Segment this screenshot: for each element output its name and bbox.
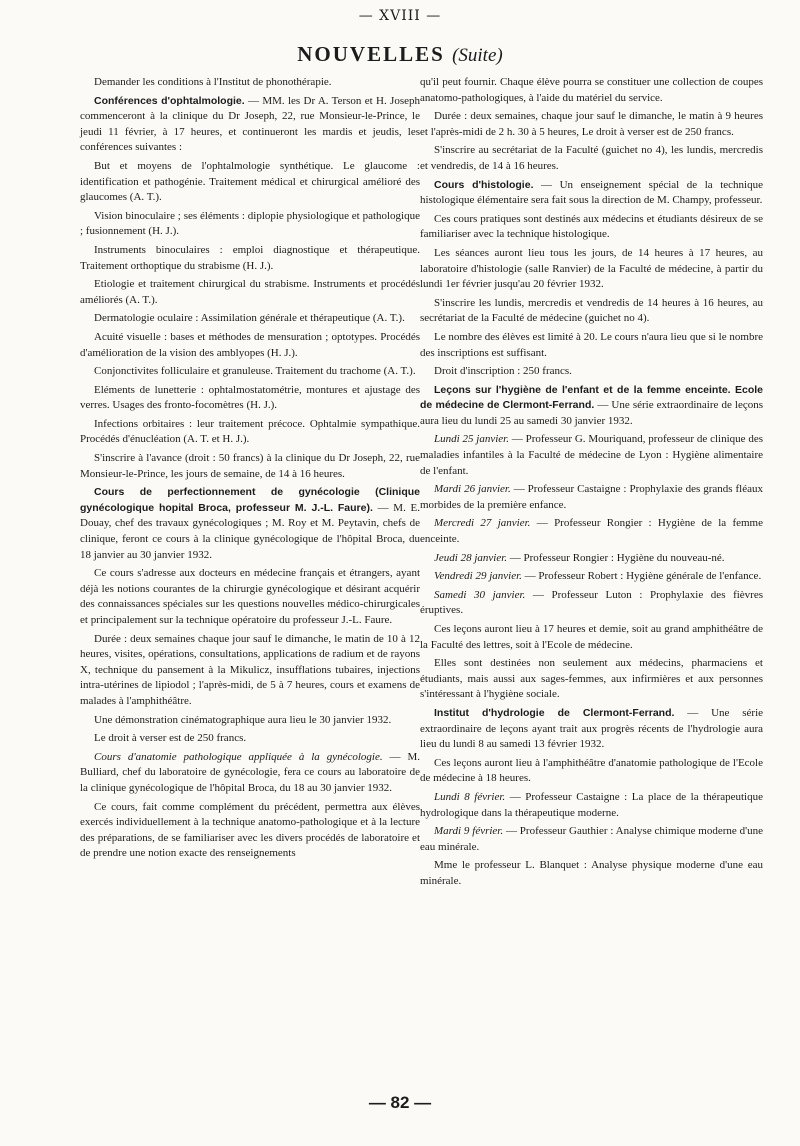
paragraph-text: Mme le professeur L. Blanquet : Analyse physique moderne d'une eau minérale. [420, 859, 763, 887]
paragraph [80, 75, 420, 91]
paragraph-text: Dermatologie oculaire : Assimilation générale et thérapeutique (A. T.). [94, 312, 405, 325]
paragraph-text: — Professeur Luton : Prophylaxie des fièvres éruptives. [420, 588, 763, 617]
paragraph-text: qu'il peut fournir. Chaque élève pourra se constituer une collection de coupes anatomo-pathologiques, à l'aide du matériel du service. [420, 76, 763, 104]
paragraph-text: Acuité visuelle : bases et méthodes de mensuration ; optotypes. Procédés d'amélioration de la vision des amblyopes (H. J.). [80, 330, 420, 359]
italic-heading: Mardi 26 janvier. [434, 483, 511, 496]
paragraph [420, 482, 763, 513]
paragraph [80, 800, 420, 862]
paragraph-text: — Professeur Castaigne : La place de la thérapeutique hydrologique dans la thérapeutique moderne. [420, 790, 763, 819]
paragraph [420, 75, 763, 106]
title-main: NOUVELLES [297, 42, 445, 66]
paragraph-text: Infections orbitaires : leur traitement précoce. Ophtalmie sympathique. Procédés d'énucléation (A. T. et H. J.). [80, 417, 420, 446]
paragraph-text: S'inscrire les lundis, mercredis et vendredis de 14 heures à 16 heures, au secrétariat de la Faculté de médecine (guichet no 4). [420, 296, 763, 325]
page-number: — 82 — [368, 1093, 432, 1112]
paragraph-text: Vision binoculaire ; ses éléments : diplopie physiologique et pathologique ; fusionnement (H. J.). [80, 209, 420, 238]
paragraph-text: Ces cours pratiques sont destinés aux médecins et étudiants désireux de se familiariser avec la technique histologique. [420, 212, 763, 241]
paragraph-text: — Une série extraordinaire de leçons ayant trait aux progrès récents de l'hydrologie aura lieu du lundi 8 au samedi 13 février 1932. [420, 706, 764, 751]
paragraph-text: Une démonstration cinématographique aura lieu le 30 janvier 1932. [94, 713, 392, 726]
paragraph [80, 566, 420, 628]
left-column [80, 75, 420, 865]
paragraph [420, 143, 763, 174]
paragraph [80, 311, 420, 327]
italic-heading: Vendredi 29 janvier. [434, 570, 522, 583]
paragraph [80, 243, 420, 274]
paragraph [420, 824, 763, 855]
paragraph [80, 417, 420, 448]
paragraph-text: Ce cours, fait comme complément du précédent, permettra aux élèves exercés individuellement à la technique anatomo-pathologique et à la lecture des préparations, de se familiariser avec les divers procédés de laboratoire et de prendre une notion exacte des renseignements [80, 800, 420, 860]
paragraph [420, 756, 763, 787]
right-column [420, 75, 763, 893]
paragraph [420, 516, 763, 547]
paragraph [420, 858, 763, 889]
paragraph [420, 364, 763, 380]
paragraph-text: S'inscrire à l'avance (droit : 50 francs) à la clinique du Dr Joseph, 22, rue Monsieur-le-Prince, les jours de semaine, de 14 à 16 heures. [80, 452, 420, 480]
paragraph-text: Durée : deux semaines, chaque jour sauf le dimanche, le matin à 9 heures et l'après-midi de 2 h. 30 à 5 heures, Le droit à verser est de 250 francs. [420, 110, 763, 138]
paragraph [420, 212, 763, 243]
paragraph [420, 296, 763, 327]
page-header: — XVIII — [358, 8, 442, 24]
section-heading: Conférences d'ophtalmologie. [94, 94, 245, 107]
paragraph-text: Durée : deux semaines chaque jour sauf le dimanche, le matin de 10 à 12 heures, visites, opérations, consultations, applications de radium et de rayons X, technique du pansement à la Mikulicz, insufflations tubaires, injections intra-utérines de lipiodol ; l'après-midi, de 5 à 7 heures, cours et examens de malades à l'amphithéâtre. [80, 632, 420, 707]
paragraph-text: Demander les conditions à l'Institut de phonothérapie. [94, 76, 332, 88]
paragraph-text: — Une série extraordinaire de leçons aura lieu du lundi 25 au samedi 30 janvier 1932. [420, 399, 764, 427]
italic-heading: Jeudi 28 janvier. [434, 551, 508, 564]
italic-heading: Samedi 30 janvier. [434, 588, 526, 601]
page-title [0, 42, 800, 67]
paragraph [80, 750, 420, 797]
paragraph-text: — Professeur Castaigne : Prophylaxie des grands fléaux morbides de la première enfance. [420, 483, 764, 511]
paragraph-text: Droit d'inscription : 250 francs. [434, 365, 572, 378]
paragraph [80, 485, 420, 563]
paragraph [80, 94, 420, 156]
paragraph [80, 451, 420, 482]
paragraph-text: Instruments binoculaires : emploi diagnostique et thérapeutique. Traitement orthoptique du strabisme (H. J.). [80, 243, 420, 272]
paragraph [420, 178, 763, 209]
paragraph [420, 656, 763, 703]
paragraph [80, 632, 420, 710]
paragraph [80, 383, 420, 414]
paragraph-text: Elles sont destinées non seulement aux médecins, pharmaciens et étudiants, mais aussi aux sages-femmes, aux infirmières et aux personnes s'intéressant à l'hygiène sociale. [420, 657, 763, 701]
paragraph [420, 246, 763, 293]
paragraph [420, 569, 763, 585]
title-suite: (Suite) [452, 45, 503, 66]
paragraph-text: — Un enseignement spécial de la technique histologique élémentaire sera fait sous la direction de M. Champy, professeur. [420, 178, 763, 207]
paragraph-text: Ces leçons auront lieu à l'amphithéâtre d'anatomie pathologique de l'Ecole de médecine à 18 heures. [420, 756, 763, 785]
italic-heading: Mardi 9 février. [434, 825, 504, 838]
paragraph [420, 551, 763, 567]
paragraph-text: Le droit à verser est de 250 francs. [94, 732, 247, 745]
section-heading: Cours d'histologie. [434, 178, 534, 191]
paragraph-text: — Professeur Robert : Hygiène générale de l'enfance. [521, 570, 762, 583]
paragraph [80, 277, 420, 308]
paragraph-text: Ce cours s'adresse aux docteurs en médecine français et étrangers, ayant déjà les notions courantes de la chirurgie gynécologique et désirant acquérir des connaissances spéciales sur les questions nouvelles médico-chirurgicales et principalement sur la technique opératoire du professeur J.-L. Faure. [80, 567, 420, 626]
paragraph-text: But et moyens de l'ophtalmologie synthétique. Le glaucome : identification et pathogénie. Traitement médical et chirurgical amélioré des glaucomes (A. T.). [80, 159, 420, 204]
section-heading: Cours de perfectionnement de gynécologie (Clinique gynécologique hopital Broca, professeur M. J.-L. Faure). [80, 486, 420, 514]
italic-heading: Lundi 8 février. [434, 790, 506, 803]
paragraph [420, 383, 763, 430]
paragraph [420, 330, 763, 361]
paragraph-text: Ces leçons auront lieu à 17 heures et demie, soit au grand amphithéâtre de la Faculté des lettres, soit à l'Ecole de médecine. [420, 623, 763, 651]
paragraph-text: Etiologie et traitement chirurgical du strabisme. Instruments et procédés améliorés (A. T.). [80, 278, 420, 306]
paragraph-text: Les séances auront lieu tous les jours, de 14 heures à 17 heures, au laboratoire d'histologie (salle Ranvier) de la Faculté de médecine, à partir du lundi 1er février jusqu'au 20 février 1932. [420, 246, 763, 291]
paragraph-text: S'inscrire au secrétariat de la Faculté (guichet no 4), les lundis, mercredis et vendredis, de 14 à 16 heures. [420, 144, 763, 172]
paragraph [80, 713, 420, 729]
paragraph-text: — M. E. Douay, chef des travaux gynécologiques ; M. Roy et M. Peytavin, chefs de clinique, feront ce cours à la clinique gynécologique de l'hôpital Broca, du 18 janvier au 30 janvier 1932. [80, 501, 421, 561]
italic-heading: Lundi 25 janvier. [434, 433, 509, 446]
paragraph-text: — Professeur Rongier : Hygiène du nouveau-né. [507, 551, 725, 564]
section-heading: Leçons sur l'hygiène de l'enfant et de la femme enceinte. Ecole de médecine de Clermont-Ferrand. [420, 383, 763, 412]
paragraph-text: Conjonctivites folliculaire et granuleuse. Traitement du trachome (A. T.). [94, 365, 416, 378]
paragraph [80, 209, 420, 240]
paragraph [420, 588, 763, 619]
paragraph-text: Eléments de lunetterie : ophtalmostatométrie, montures et ajustage des verres. Usages des fronto-focomètres (H. J.). [80, 383, 420, 412]
paragraph [420, 706, 763, 753]
paragraph [420, 790, 763, 821]
section-heading: Institut d'hydrologie de Clermont-Ferrand. [434, 706, 675, 719]
paragraph-text: — MM. les Dr A. Terson et H. Joseph commenceront à la clinique du Dr Joseph, 22, rue Monsieur-le-Prince, le jeudi 11 février, à 17 heures, et continueront les mardis et jeudis, les conférences suivantes : [80, 94, 420, 154]
paragraph [80, 159, 420, 206]
italic-heading: Mercredi 27 janvier. [434, 517, 531, 530]
paragraph [80, 364, 420, 380]
paragraph-text: Le nombre des élèves est limité à 20. Le cours n'aura lieu que si le nombre des inscriptions est suffisant. [420, 330, 763, 359]
paragraph [80, 330, 420, 361]
italic-heading: Cours d'anatomie pathologique appliquée à la gynécologie. [94, 750, 383, 763]
paragraph-text: — Professeur Gauthier : Analyse chimique moderne d'une eau minérale. [420, 825, 763, 853]
paragraph-text: — Professeur Rongier : Hygiène de la femme enceinte. [420, 517, 763, 546]
paragraph-text: — Professeur G. Mouriquand, professeur de clinique des maladies infantiles à la Faculté de médecine de Lyon : Hygiène alimentaire de l'enfant. [420, 433, 763, 477]
paragraph [420, 622, 763, 653]
paragraph-text: — M. Bulliard, chef du laboratoire de gynécologie, fera ce cours au laboratoire de la clinique gynécologique de l'hôpital Broca, du 18 au 30 janvier 1932. [80, 750, 420, 794]
paragraph [420, 109, 763, 140]
paragraph [80, 731, 420, 747]
paragraph [420, 432, 763, 479]
